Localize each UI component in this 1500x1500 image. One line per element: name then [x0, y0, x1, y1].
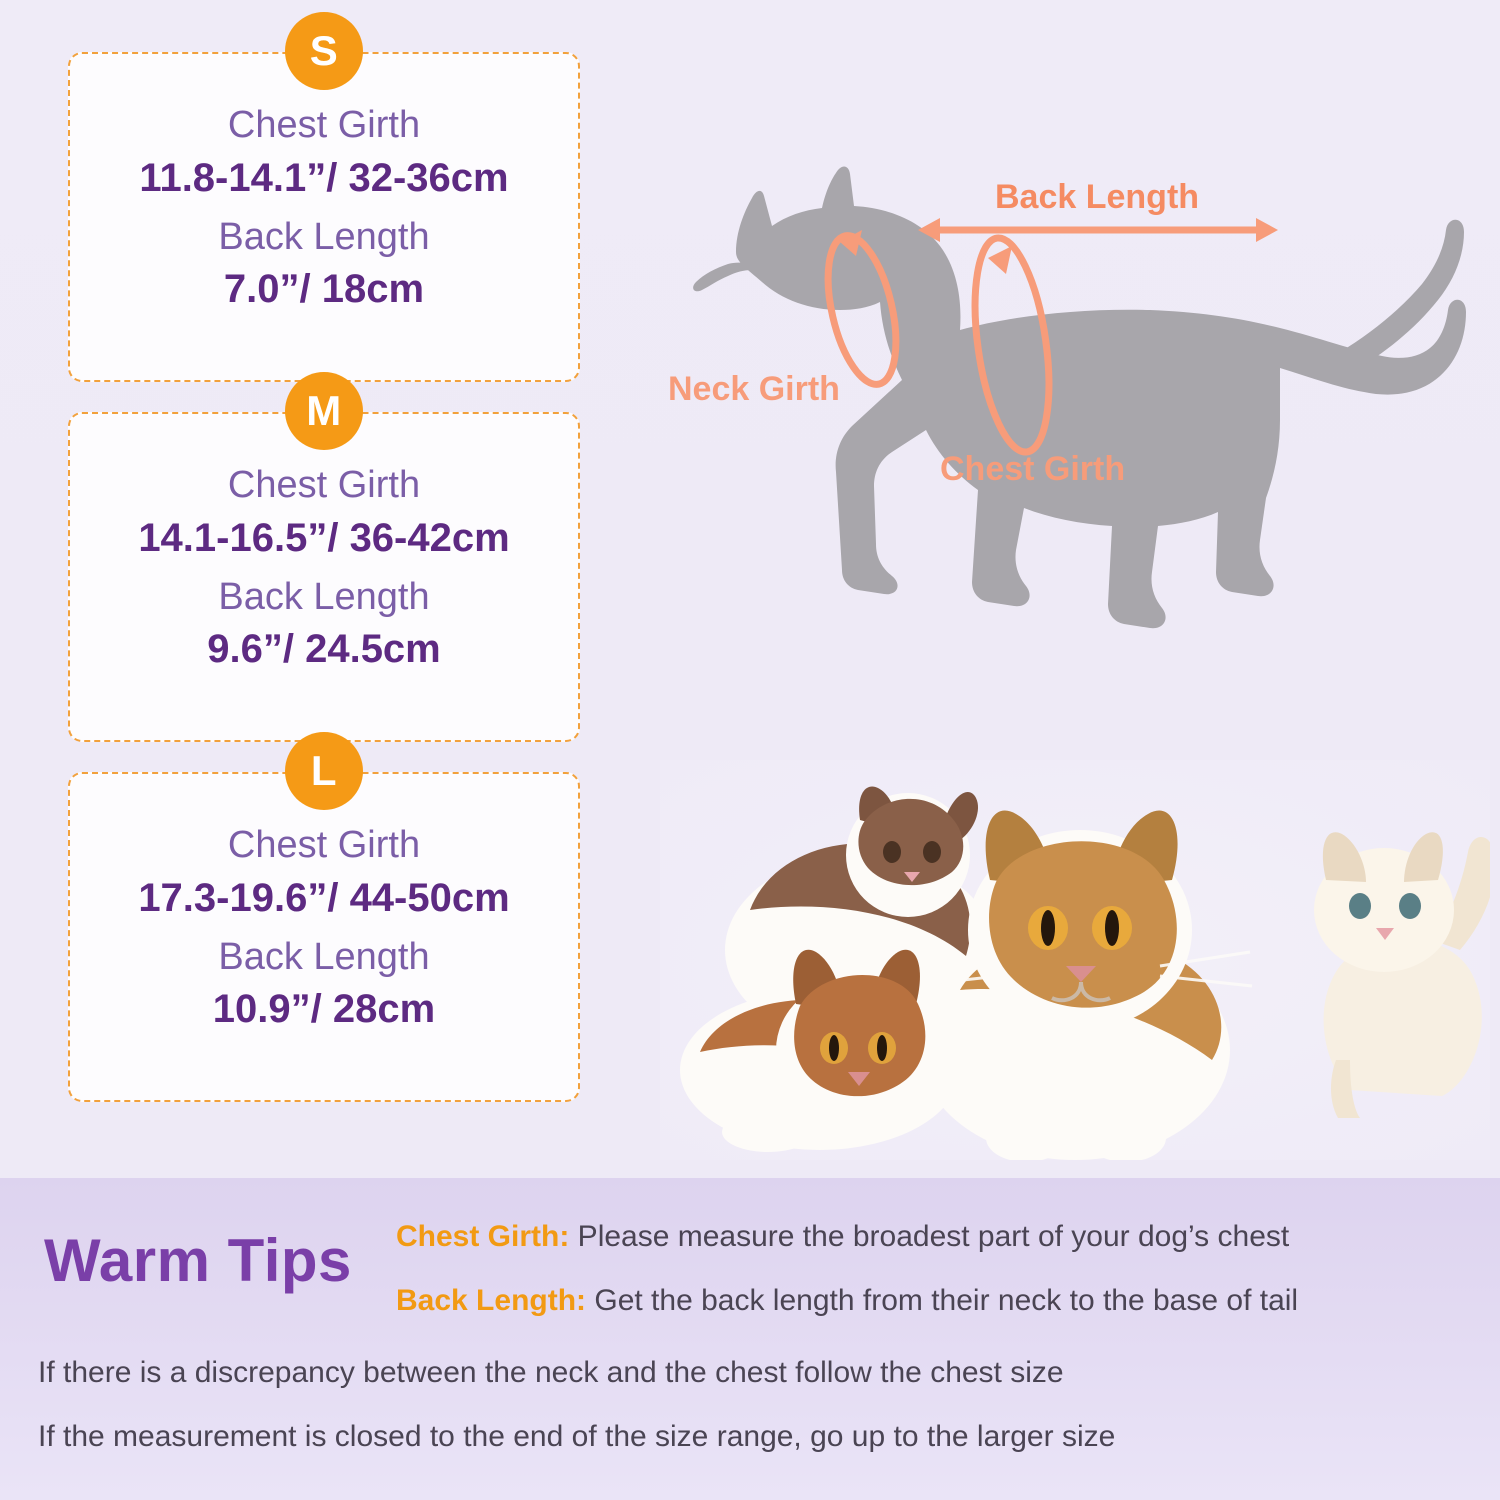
tip-discrepancy: If there is a discrepancy between the neck and the chest follow the chest size	[38, 1356, 1064, 1389]
chest-girth-value-m: 14.1-16.5”/ 36-42cm	[138, 515, 510, 560]
chest-girth-label-s: Chest Girth	[227, 104, 421, 146]
back-length-label-s: Back Length	[218, 215, 430, 258]
cat-right-standing	[1314, 832, 1490, 1118]
cat-measurement-diagram	[640, 120, 1480, 640]
tip-chest-girth-key: Chest Girth:	[396, 1220, 570, 1253]
chest-girth-diagram-label: Chest Girth	[940, 450, 1126, 488]
size-badge-m: M	[285, 372, 363, 450]
back-length-value-m: 9.6”/ 24.5cm	[207, 627, 441, 671]
tip-back-length-text: Get the back length from their neck to the base of tail	[586, 1284, 1299, 1317]
back-length-diagram-label: Back Length	[995, 178, 1200, 216]
back-length-value-l: 10.9”/ 28cm	[212, 987, 436, 1031]
size-card-s	[68, 27, 580, 382]
warm-tips-panel	[0, 1178, 1500, 1500]
chest-girth-label-l: Chest Girth	[227, 824, 421, 866]
tip-chest-girth	[396, 1220, 1289, 1254]
chest-girth-value-l: 17.3-19.6”/ 44-50cm	[138, 875, 510, 920]
size-badge-l: L	[285, 732, 363, 810]
tip-round-up: If the measurement is closed to the end of the size range, go up to the larger size	[38, 1420, 1116, 1453]
back-length-label-l: Back Length	[218, 935, 430, 978]
chest-girth-label-m: Chest Girth	[227, 464, 421, 506]
warm-tips-title: Warm Tips	[44, 1227, 352, 1294]
back-length-label-m: Back Length	[218, 575, 430, 618]
size-card-list	[68, 27, 580, 1132]
cat-family-photo	[660, 760, 1490, 1160]
tip-back-length-key: Back Length:	[396, 1284, 587, 1317]
size-card-l	[68, 747, 580, 1102]
back-length-value-s: 7.0”/ 18cm	[223, 267, 425, 311]
tip-chest-girth-text: Please measure the broadest part of your dog’s chest	[569, 1220, 1290, 1253]
cat-family-illustration	[660, 760, 1490, 1160]
neck-girth-diagram-label: Neck Girth	[668, 370, 840, 408]
chest-girth-value-s: 11.8-14.1”/ 32-36cm	[139, 155, 509, 200]
size-card-m	[68, 387, 580, 742]
tip-back-length	[396, 1284, 1298, 1318]
chest-girth-arrowhead-icon	[988, 246, 1012, 274]
size-badge-s: S	[285, 12, 363, 90]
back-length-arrow-icon	[918, 218, 1278, 242]
